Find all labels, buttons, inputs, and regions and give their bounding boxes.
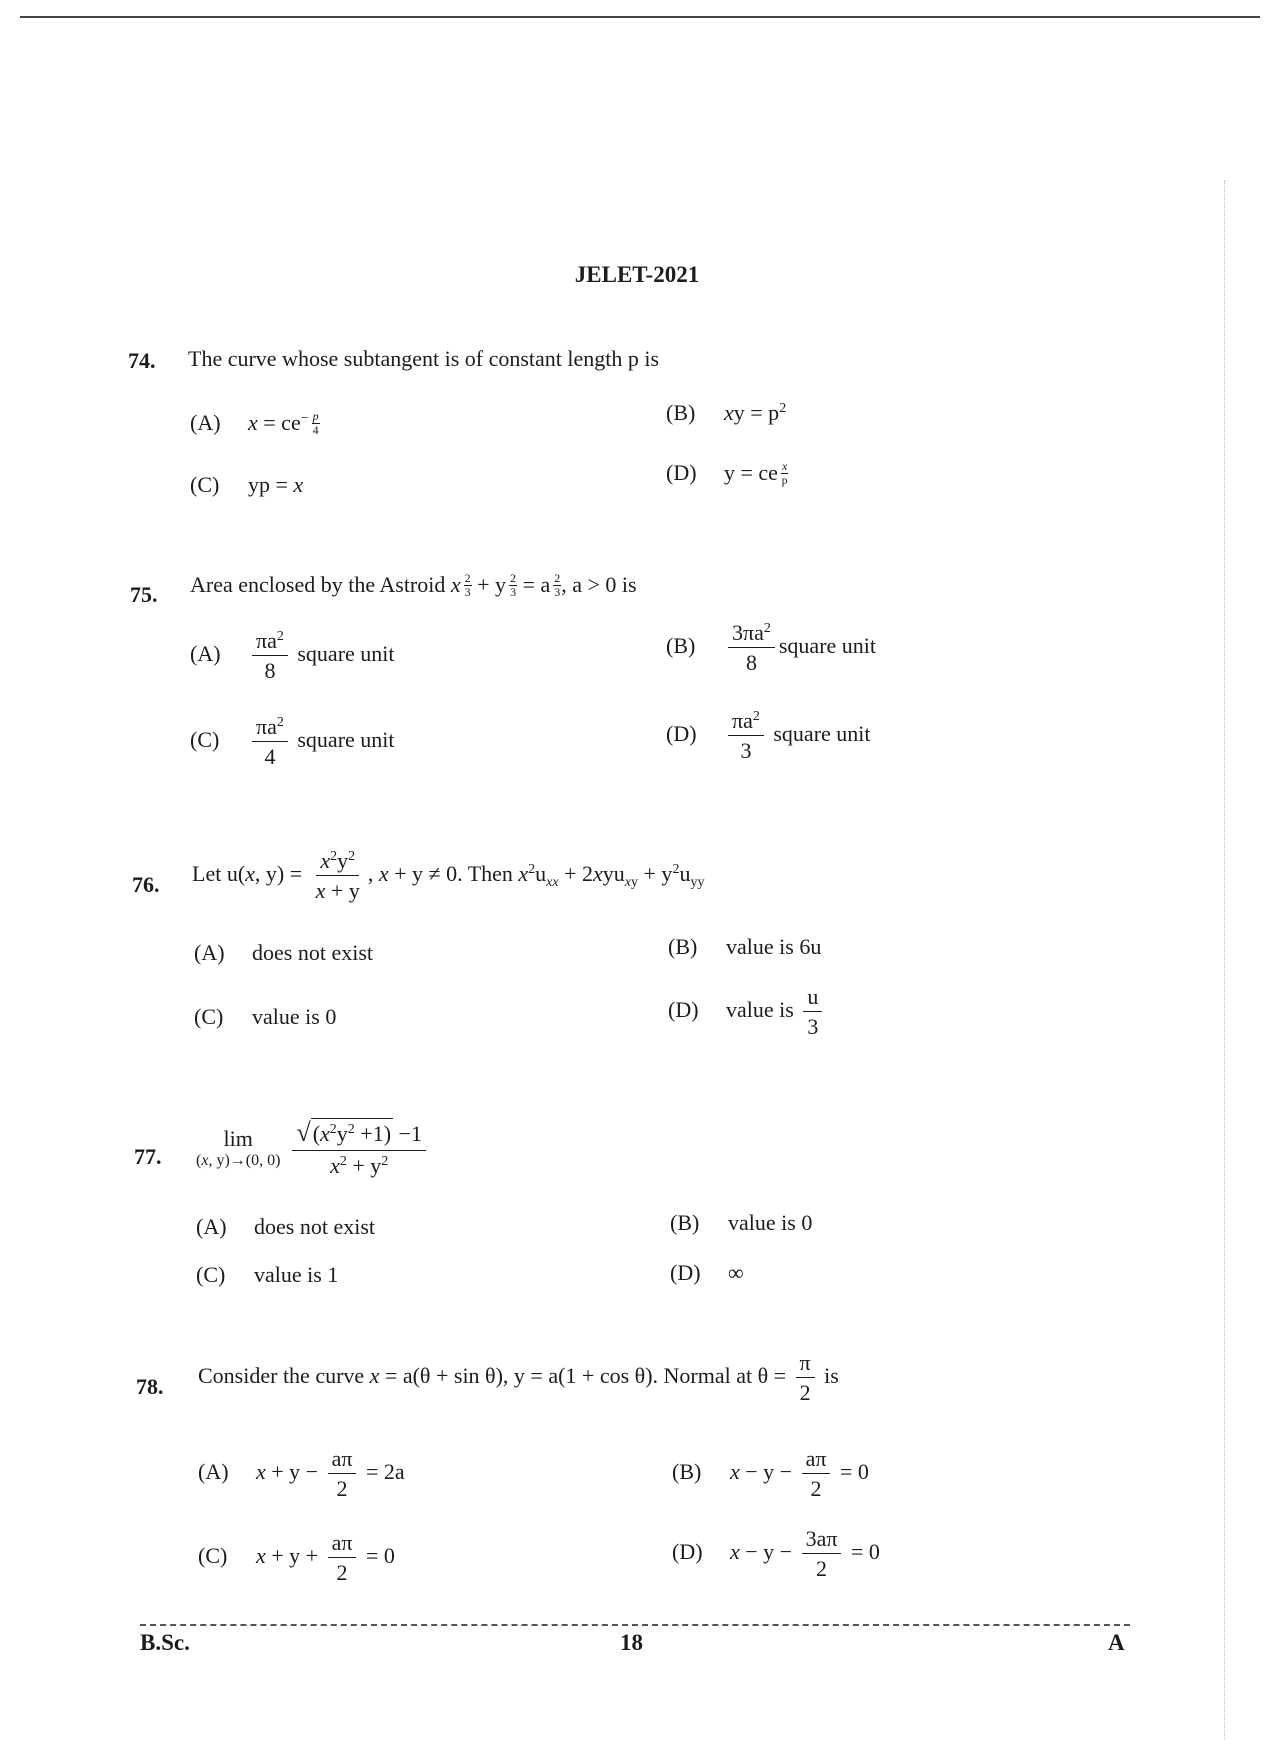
option-c	[190, 472, 303, 498]
option-c	[190, 714, 395, 770]
option-math: x + y − $\frac{a\pi}{2}$ = 2a	[256, 1446, 405, 1502]
option-label: (B)	[666, 632, 696, 658]
option-text: value is 6u	[726, 934, 822, 959]
option-math: $\frac{3\pi a^2}{8}$ square unit	[724, 633, 876, 658]
question-number: 78.	[136, 1374, 164, 1399]
option-label: (D)	[668, 996, 699, 1022]
option-d	[668, 984, 826, 1040]
option-label: (D)	[666, 720, 697, 746]
option-math: value is $\frac{u}{3}$	[726, 997, 826, 1022]
option-label: (B)	[672, 1458, 702, 1484]
question-text: lim (x, y)→(0, 0) $\frac{√(x^2y^2 +1) -1}{x^2 + y^2}$	[196, 1118, 430, 1178]
option-a	[194, 940, 373, 966]
option-label: (C)	[190, 472, 220, 497]
option-a	[196, 1214, 375, 1240]
option-label: (A)	[190, 640, 221, 666]
option-b	[666, 400, 786, 426]
option-label: (A)	[198, 1458, 229, 1484]
option-math: $\frac{\pi a^2}{3}$ square unit	[724, 721, 871, 746]
scan-edge-line	[1224, 180, 1225, 1740]
option-label: (C)	[194, 1004, 224, 1029]
footer-course: B.Sc.	[140, 1630, 190, 1655]
option-text: does not exist	[254, 1214, 375, 1239]
option-d	[666, 708, 871, 764]
question-number: 77.	[134, 1144, 162, 1169]
option-label: (B)	[666, 400, 696, 425]
option-c	[198, 1530, 395, 1586]
option-math: x − y − $\frac{3a\pi}{2}$ = 0	[730, 1526, 880, 1582]
option-c	[196, 1262, 338, 1288]
question-number: 74.	[128, 348, 156, 373]
option-text: value is 0	[728, 1210, 813, 1235]
option-b	[668, 934, 821, 960]
option-label: (C)	[198, 1542, 228, 1568]
option-label: (B)	[668, 934, 698, 959]
exam-title: JELET-2021	[574, 262, 700, 287]
option-a	[190, 628, 395, 684]
question-number: 76.	[132, 872, 160, 897]
option-c	[194, 1004, 336, 1030]
option-label: (D)	[670, 1260, 701, 1285]
question-text: Area enclosed by the Astroid x $\frac{2}{3}$ + y $\frac{2}{3}$ = a $\frac{2}{3}$ , a > 0 is	[190, 571, 637, 599]
option-math: $\frac{\pi a^2}{4}$ square unit	[248, 727, 395, 752]
option-math: x − y − $\frac{a\pi}{2}$ = 0	[730, 1446, 869, 1502]
option-text: value is 0	[252, 1004, 337, 1029]
option-text: ∞	[728, 1260, 744, 1285]
top-rule	[20, 16, 1260, 18]
option-d	[670, 1260, 744, 1286]
option-text: does not exist	[252, 940, 373, 965]
option-d	[672, 1526, 880, 1582]
option-math: x + y + $\frac{a\pi}{2}$ = 0	[256, 1530, 395, 1586]
option-label: (A)	[196, 1214, 227, 1239]
option-math: xy = $p^2$	[724, 400, 787, 425]
option-math: yp = x	[248, 472, 304, 497]
option-label: (B)	[670, 1210, 700, 1235]
option-a	[198, 1446, 405, 1502]
option-label: (C)	[190, 726, 220, 752]
option-math: y = ce $\frac{x}{p}$	[724, 459, 788, 487]
question-text: Consider the curve x = a(θ + sin θ), y = a(1 + cos θ). Normal at θ = $\frac{\pi}{2}$ is	[198, 1350, 839, 1406]
option-d	[666, 460, 788, 486]
question-number: 75.	[130, 582, 158, 607]
question-set-label: A	[1108, 1630, 1125, 1655]
option-label: (A)	[194, 940, 225, 965]
option-text: value is 1	[254, 1262, 339, 1287]
question-text: Let u(x, y) = $\frac{x^2y^2}{x + y}$ , x + y ≠ 0. Then $x^2u_{xx} + 2xyu_{xy} + y^2u_{yy}$	[192, 848, 705, 904]
option-label: (C)	[196, 1262, 226, 1287]
option-b	[666, 620, 876, 676]
footer-rule	[140, 1624, 1130, 1626]
option-label: (D)	[666, 460, 697, 485]
option-label: (A)	[190, 410, 221, 435]
option-math: x = ce− $\frac{p}{4}$	[248, 409, 319, 437]
option-a	[190, 410, 320, 436]
option-b	[672, 1446, 869, 1502]
question-text: The curve whose subtangent is of constant length p is	[188, 346, 660, 371]
page-number: 18	[620, 1630, 643, 1655]
option-b	[670, 1210, 812, 1236]
option-math: $\frac{\pi a^2}{8}$ square unit	[248, 641, 395, 666]
option-label: (D)	[672, 1538, 703, 1564]
